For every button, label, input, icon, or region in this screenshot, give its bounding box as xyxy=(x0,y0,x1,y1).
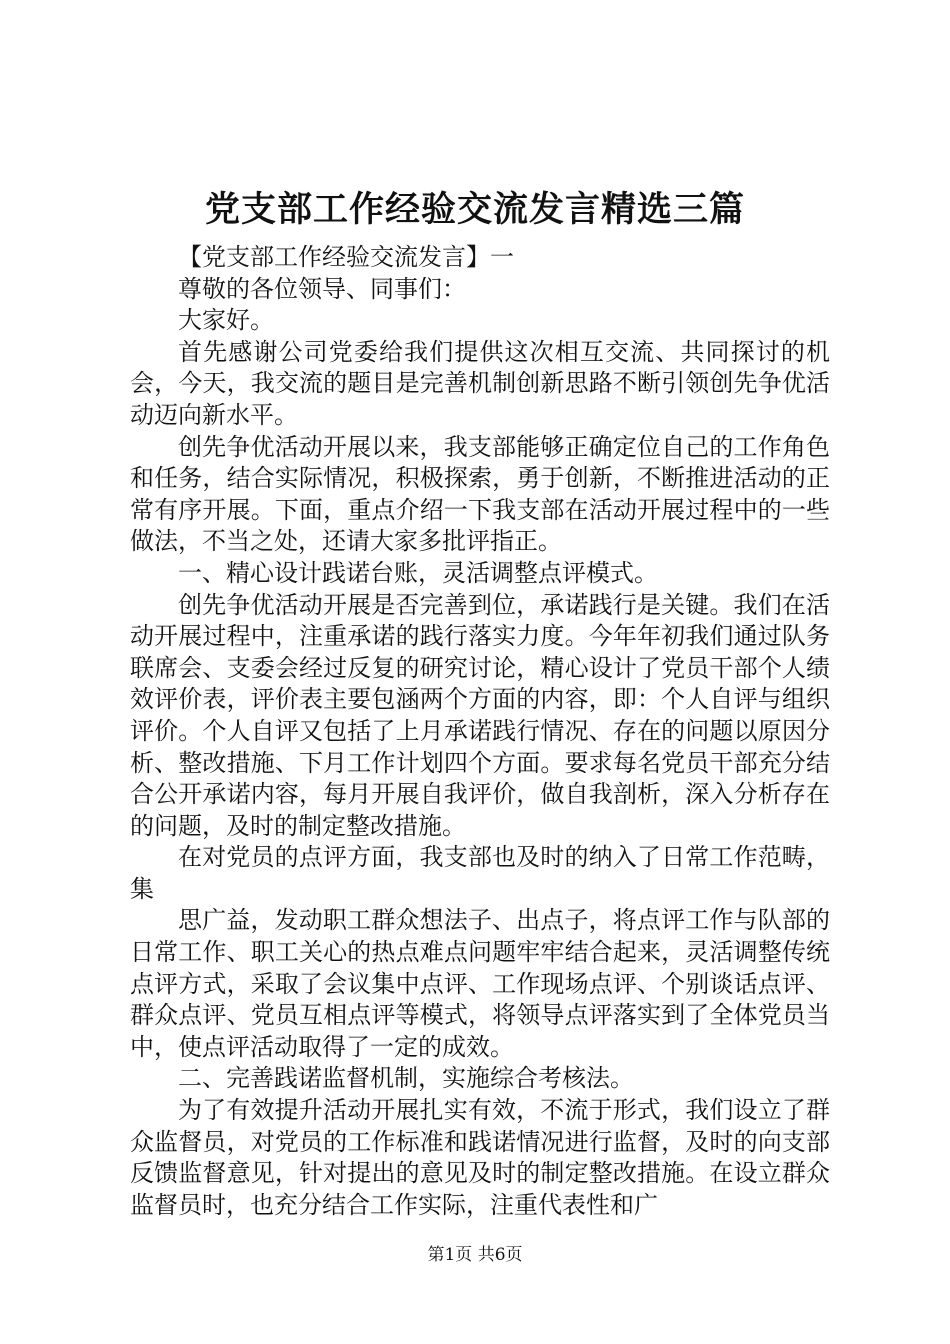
paragraph: 创先争优活动开展以来，我支部能够正确定位自己的工作角色和任务，结合实际情况，积极探索，勇于创新，不断推进活动的正常有序开展。下面，重点介绍一下我支部在活动开展过程中的一些做法，不当之处，还请大家多批评指正。 xyxy=(130,432,830,556)
paragraph: 大家好。 xyxy=(178,306,274,335)
paragraph: 【党支部工作经验交流发言】一 xyxy=(178,243,514,271)
paragraph: 为了有效提升活动开展扎实有效，不流于形式，我们设立了群众监督员，对党员的工作标准和践诺情况进行监督，及时的向支部反馈监督意见，针对提出的意见及时的制定整改措施。在设立群众监督员时，也充分结合工作实际，注重代表性和广 xyxy=(130,1096,830,1219)
page-footer: 第1页 共6页 xyxy=(427,1245,523,1265)
document-title: 党支部工作经验交流发言精选三篇 xyxy=(204,189,745,230)
paragraph: 思广益，发动职工群众想法子、出点子，将点评工作与队部的日常工作、职工关心的热点难点问题牢牢结合起来，灵活调整传统点评方式，采取了会议集中点评、工作现场点评、个别谈话点评、群众点评、党员互相点评等模式，将领导点评落实到了全体党员当中，使点评活动取得了一定的成效。 xyxy=(130,906,830,1061)
paragraph: 在对党员的点评方面，我支部也及时的纳入了日常工作范畴，集 xyxy=(130,843,830,903)
section-heading: 二、完善践诺监督机制，实施综合考核法。 xyxy=(178,1064,634,1093)
document-body xyxy=(130,242,830,1221)
section-heading: 一、精心设计践诺台账，灵活调整点评模式。 xyxy=(178,558,658,587)
paragraph: 首先感谢公司党委给我们提供这次相互交流、共同探讨的机会，今天，我交流的题目是完善机制创新思路不断引领创先争优活动迈向新水平。 xyxy=(130,337,830,429)
paragraph: 尊敬的各位领导、同事们： xyxy=(178,274,466,303)
paragraph: 创先争优活动开展是否完善到位，承诺践行是关键。我们在活动开展过程中，注重承诺的践行落实力度。今年年初我们通过队务联席会、支委会经过反复的研究讨论，精心设计了党员干部个人绩效评价表，评价表主要包涵两个方面的内容，即：个人自评与组织评价。个人自评又包括了上月承诺践行情况、存在的问题以原因分析、整改措施、下月工作计划四个方面。要求每名党员干部充分结合公开承诺内容，每月开展自我评价，做自我剖析，深入分析存在的问题，及时的制定整改措施。 xyxy=(130,590,830,840)
